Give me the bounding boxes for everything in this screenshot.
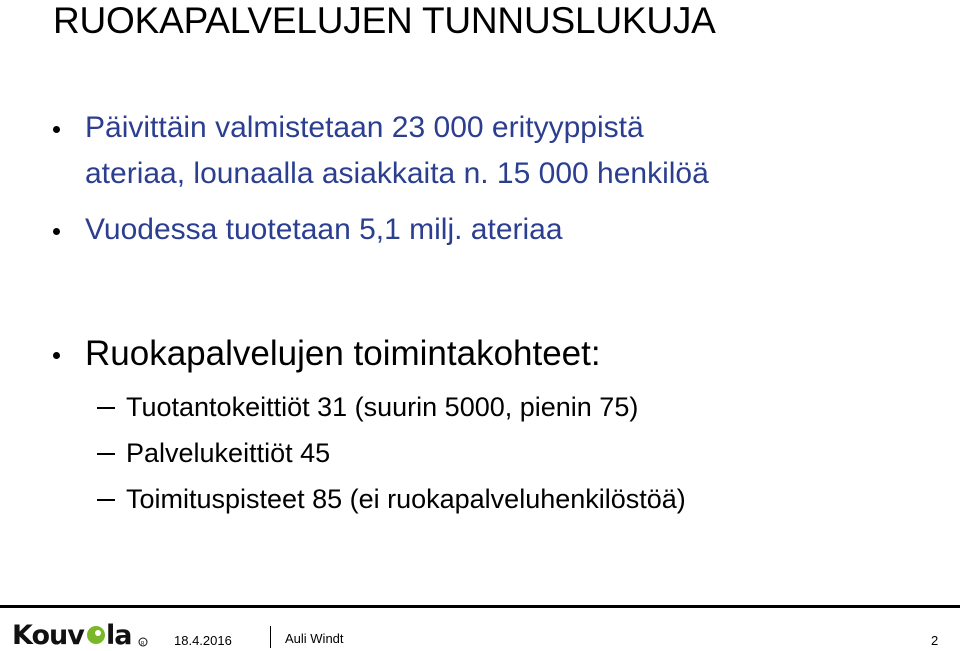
- bullet-1-line-2: ateriaa, lounaalla asiakkaita n. 15 000 henkilöä: [85, 157, 709, 190]
- svg-text:la: la: [106, 620, 132, 650]
- svg-text:Kouv: Kouv: [12, 620, 84, 650]
- dash-marker: [97, 499, 115, 501]
- bullet-1-line-1: Päivittäin valmistetaan 23 000 erityyppistä: [85, 111, 644, 144]
- page-number: 2: [931, 633, 939, 648]
- dash-marker: [97, 453, 115, 455]
- svg-text:R: R: [141, 641, 145, 647]
- section-item-2: Palvelukeittiöt 45: [126, 438, 331, 468]
- footer-divider: [0, 605, 960, 608]
- bullet-dot: [53, 228, 60, 235]
- section-item-1: Tuotantokeittiöt 31 (suurin 5000, pienin 75): [126, 392, 639, 422]
- slide-title: RUOKAPALVELUJEN TUNNUSLUKUJA: [53, 0, 716, 41]
- kouvola-logo: [12, 620, 152, 650]
- kouvola-logo-graphic: [12, 620, 152, 650]
- section-item-3: Toimituspisteet 85 (ei ruokapalveluhenkilöstöä): [126, 484, 686, 514]
- bullet-dot: [53, 352, 60, 359]
- bullet-2-line-1: Vuodessa tuotetaan 5,1 milj. ateriaa: [85, 213, 563, 246]
- footer-separator: [270, 626, 271, 648]
- bullet-dot: [53, 126, 60, 133]
- dash-marker: [97, 407, 115, 409]
- section-heading: Ruokapalvelujen toimintakohteet:: [85, 334, 601, 373]
- footer-author: Auli Windt: [285, 631, 344, 646]
- footer-date: 18.4.2016: [174, 633, 232, 648]
